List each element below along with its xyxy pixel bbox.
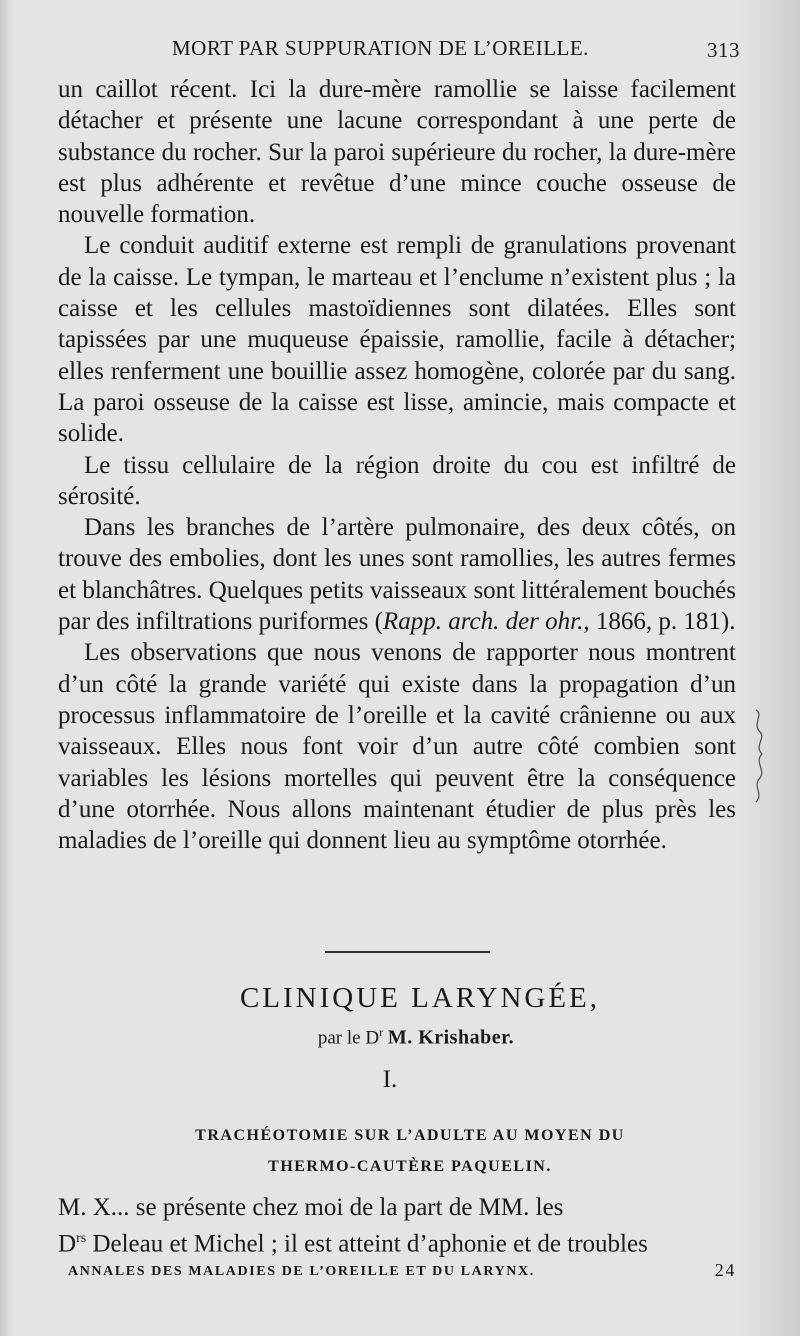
paragraph-observations: Les observations que nous venons de rapporter nous montrent d’un côté la grande variété qui existe dans la propagation d’un processus inflammatoire de l’oreille et la cavité crânienne ou aux vaisseaux. Elles nous font voir d’un autre côté combien sont variables les lésions mortelles qui peuvent être la conséquence d’une otorrhée. Nous allons maintenant étudier de plus près les maladies de l’oreille qui donnent lieu au symptôme otorrhée. <box>58 639 736 855</box>
citation-italic: Rapp. arch. der ohr. <box>382 608 584 636</box>
page-number: 313 <box>707 38 740 62</box>
body-text <box>58 74 736 856</box>
final-line-1: M. X... se présente chez moi de la part de MM. les <box>58 1194 564 1221</box>
byline-prefix: par le D <box>317 1027 380 1049</box>
final-line-2 <box>58 1223 736 1260</box>
final-line-2-text: Deleau et Michel ; il est atteint d’aphonie et de troubles <box>86 1230 648 1258</box>
author-name: M. Krishaber. <box>387 1026 515 1049</box>
section-rule <box>325 951 490 953</box>
subtitle-line-1: TRACHÉOTOMIE SUR L’ADULTE AU MOYEN DU <box>195 1127 625 1144</box>
byline-sup: r <box>379 1025 384 1039</box>
page-edge-shadow <box>740 0 800 1336</box>
citation-tail: , 1866, p. 181). <box>583 608 736 636</box>
page-gutter-shadow <box>0 0 14 1336</box>
paragraph-tissu-cellulaire: Le tissu cellulaire de la région droite du cou est infiltré de sérosité. <box>58 451 736 510</box>
drs-sup: rs <box>76 1231 87 1247</box>
paragraph-artere-pulmonaire <box>58 512 736 637</box>
paragraph-artere-text: Dans les branches de l’artère pulmonaire, des deux côtés, on trouve des embolies, dont les unes sont ramollies, les autres fermes et blanchâtres. Quelques petits vaisseaux sont littéralement bouchés par des infiltrations puriformes ( <box>58 514 736 636</box>
pencil-margin-bracket <box>748 706 778 806</box>
paragraph-conduit-auditif: Le conduit auditif externe est rempli de granulations provenant de la caisse. Le tympan, le marteau et l’enclume n’existent plus ; la caisse et les cellules mastoïdiennes sont dilatées. Elles sont tapissées par une muqueuse épaissie, ramollie, facile à détacher; elles renferment une bouillie assez homogène, colorée par du sang. La paroi osseuse de la caisse est lisse, amincie, mais compacte et solide. <box>58 232 736 448</box>
section-title: CLINIQUE LARYNGÉE, <box>239 982 601 1014</box>
journal-signature: ANNALES DES MALADIES DE L’OREILLE ET DU LARYNX. <box>68 1264 535 1279</box>
final-paragraph <box>58 1192 736 1260</box>
signature-number: 24 <box>714 1260 736 1280</box>
section-number: I. <box>382 1066 398 1093</box>
paragraph-continuation: un caillot récent. Ici la dure-mère ramollie se laisse facilement détacher et présente une lacune correspondant à une perte de substance du rocher. Sur la paroi supérieure du rocher, la dure-mère est plus adhérente et revêtue d’une mince couche osseuse de nouvelle formation. <box>58 76 736 229</box>
drs-prefix: D <box>58 1230 77 1258</box>
signature-line <box>68 1260 736 1280</box>
section-subtitle <box>140 1120 680 1182</box>
byline <box>236 1025 596 1049</box>
subtitle-line-2: THERMO-CAUTÈRE PAQUELIN. <box>268 1158 552 1175</box>
running-title: MORT PAR SUPPURATION DE L’OREILLE. <box>172 36 589 60</box>
